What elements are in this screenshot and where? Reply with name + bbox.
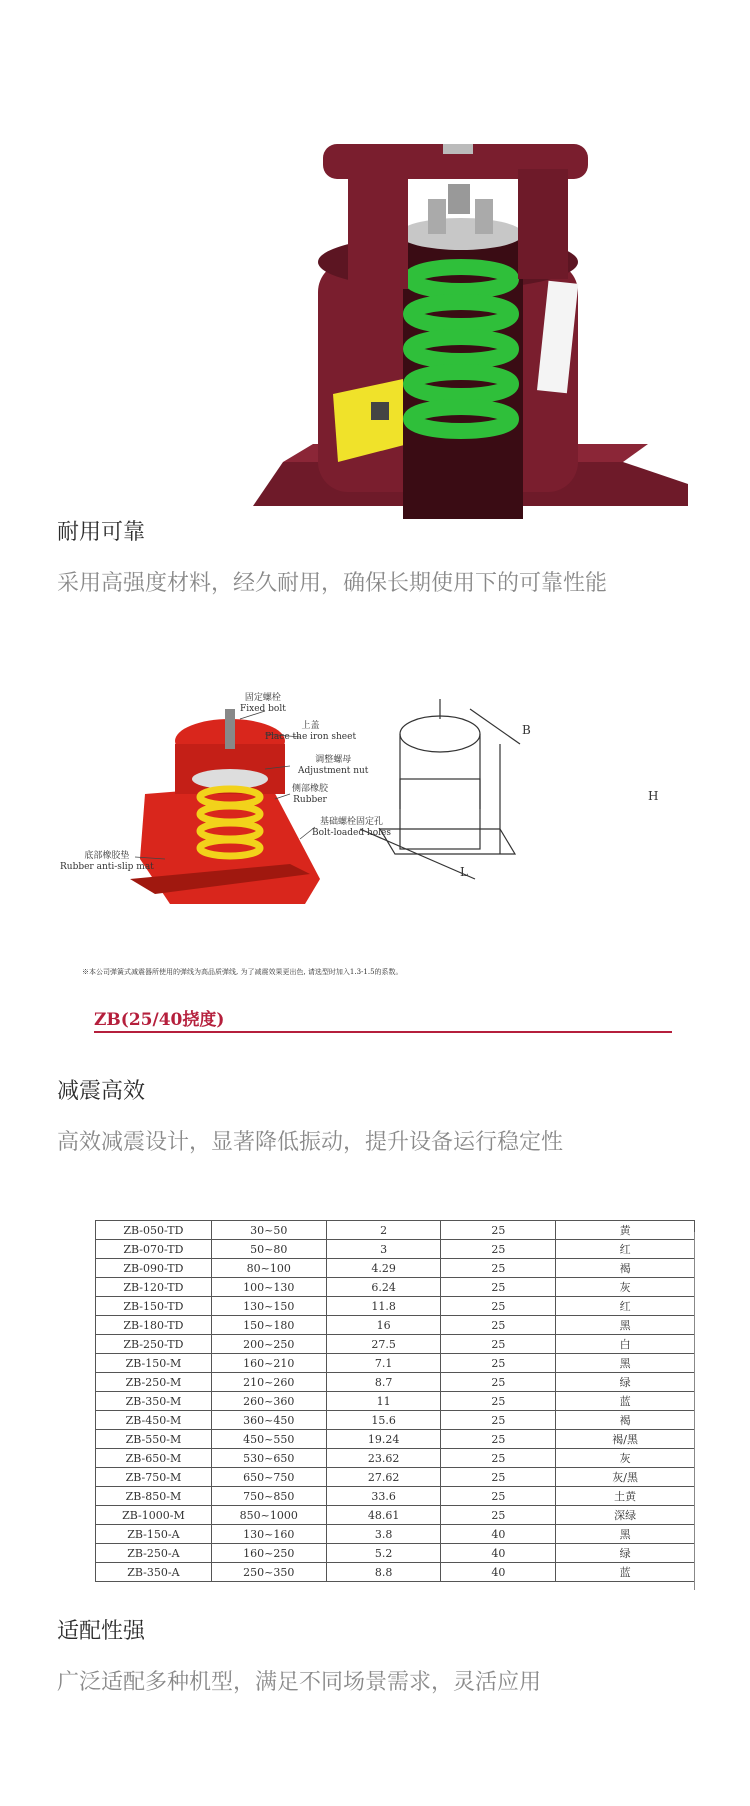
spec-table: [95, 1220, 695, 1582]
table-cell: 绿: [556, 1373, 695, 1392]
table-cell: ZB-550-M: [96, 1430, 212, 1449]
table-cell: 250~350: [211, 1563, 326, 1582]
table-cell: 50~80: [211, 1240, 326, 1259]
table-cell: 25: [441, 1278, 556, 1297]
spring-isolator-illustration: [253, 144, 688, 506]
feature-title: 耐用可靠: [57, 520, 146, 545]
table-row: [96, 1506, 695, 1525]
label-iron-sheet: 上盖 Place the iron sheet: [265, 721, 357, 742]
table-cell: 黑: [556, 1525, 695, 1544]
table-cell: 25: [441, 1506, 556, 1525]
table-cell: 褐: [556, 1411, 695, 1430]
table-cell: 23.62: [326, 1449, 441, 1468]
feature-description: 高效减震设计，显著降低振动，提升设备运行稳定性: [57, 1130, 564, 1155]
table-cell: ZB-180-TD: [96, 1316, 212, 1335]
table-cell: 200~250: [211, 1335, 326, 1354]
table-cell: 土黄: [556, 1487, 695, 1506]
table-cell: 5.2: [326, 1544, 441, 1563]
table-cell: 25: [441, 1316, 556, 1335]
table-cell: ZB-250-M: [96, 1373, 212, 1392]
table-cell: 白: [556, 1335, 695, 1354]
table-cell: 3: [326, 1240, 441, 1259]
table-row: [96, 1316, 695, 1335]
table-cell: ZB-850-M: [96, 1487, 212, 1506]
table-row: [96, 1563, 695, 1582]
table-row: [96, 1240, 695, 1259]
feature-description: 广泛适配多种机型，满足不同场景需求，灵活应用: [57, 1670, 542, 1695]
table-cell: 25: [441, 1392, 556, 1411]
table-cell: ZB-450-M: [96, 1411, 212, 1430]
table-cell: 蓝: [556, 1563, 695, 1582]
table-cell: ZB-150-M: [96, 1354, 212, 1373]
table-cell: ZB-1000-M: [96, 1506, 212, 1525]
table-cell: 80~100: [211, 1259, 326, 1278]
structure-diagram: [60, 689, 688, 1049]
table-row: [96, 1449, 695, 1468]
table-row: [96, 1468, 695, 1487]
table-cell: ZB-120-TD: [96, 1278, 212, 1297]
dimension-l: L: [460, 865, 468, 879]
table-cell: 160~250: [211, 1544, 326, 1563]
table-cell: 530~650: [211, 1449, 326, 1468]
table-cell: 3.8: [326, 1525, 441, 1544]
table-cell: 绿: [556, 1544, 695, 1563]
table-row: [96, 1373, 695, 1392]
table-cell: 25: [441, 1240, 556, 1259]
table-cell: 33.6: [326, 1487, 441, 1506]
table-cell: 25: [441, 1468, 556, 1487]
selection-note: ※本公司弹簧式减震器所使用的弹线为高品质弹线, 为了减震效果更出色, 请选型时加入1.3-1.5的系数。: [82, 968, 403, 976]
table-cell: ZB-250-A: [96, 1544, 212, 1563]
table-cell: ZB-050-TD: [96, 1221, 212, 1240]
table-cell: 2: [326, 1221, 441, 1240]
dimension-h: H: [648, 789, 659, 803]
spec-table-image: [95, 1223, 695, 1590]
table-row: [96, 1297, 695, 1316]
table-row: [96, 1221, 695, 1240]
table-cell: ZB-070-TD: [96, 1240, 212, 1259]
label-fixed-bolt: 固定螺栓 Fixed bolt: [240, 693, 286, 714]
table-cell: 8.7: [326, 1373, 441, 1392]
table-cell: 48.61: [326, 1506, 441, 1525]
table-cell: ZB-750-M: [96, 1468, 212, 1487]
table-cell: ZB-150-A: [96, 1525, 212, 1544]
feature-title: 减震高效: [57, 1079, 146, 1104]
table-cell: 灰: [556, 1449, 695, 1468]
table-edge-line: [694, 1232, 695, 1590]
table-cell: 黑: [556, 1316, 695, 1335]
table-row: [96, 1430, 695, 1449]
table-cell: 450~550: [211, 1430, 326, 1449]
table-cell: 25: [441, 1221, 556, 1240]
feature-title: 适配性强: [57, 1619, 146, 1644]
table-cell: 25: [441, 1430, 556, 1449]
table-row: [96, 1487, 695, 1506]
table-cell: 30~50: [211, 1221, 326, 1240]
table-cell: 160~210: [211, 1354, 326, 1373]
label-rubber: 侧部橡胶 Rubber: [292, 784, 329, 805]
table-cell: 红: [556, 1297, 695, 1316]
table-row: [96, 1354, 695, 1373]
table-cell: 210~260: [211, 1373, 326, 1392]
table-cell: 25: [441, 1487, 556, 1506]
table-row: [96, 1544, 695, 1563]
table-cell: 褐: [556, 1259, 695, 1278]
table-cell: 130~150: [211, 1297, 326, 1316]
table-cell: ZB-350-M: [96, 1392, 212, 1411]
table-cell: 40: [441, 1563, 556, 1582]
table-row: [96, 1411, 695, 1430]
table-cell: ZB-090-TD: [96, 1259, 212, 1278]
table-cell: 黑: [556, 1354, 695, 1373]
table-cell: 25: [441, 1354, 556, 1373]
table-cell: 260~360: [211, 1392, 326, 1411]
table-row: [96, 1278, 695, 1297]
table-cell: 100~130: [211, 1278, 326, 1297]
table-cell: 25: [441, 1335, 556, 1354]
dimension-b: B: [522, 723, 531, 737]
table-cell: 红: [556, 1240, 695, 1259]
table-cell: 灰: [556, 1278, 695, 1297]
label-bolt-holes: 基础螺栓固定孔 Bolt-loaded holes: [312, 817, 391, 838]
table-cell: 16: [326, 1316, 441, 1335]
series-heading: ZB(25/40挠度): [94, 1010, 225, 1030]
table-row: [96, 1525, 695, 1544]
table-cell: 深绿: [556, 1506, 695, 1525]
table-cell: 27.62: [326, 1468, 441, 1487]
table-cell: 130~160: [211, 1525, 326, 1544]
table-row: [96, 1335, 695, 1354]
product-photo-isolator: [253, 144, 688, 506]
label-adjustment-nut: 调整螺母 Adjustment nut: [298, 755, 369, 776]
table-cell: 8.8: [326, 1563, 441, 1582]
table-cell: 褐/黑: [556, 1430, 695, 1449]
table-cell: ZB-650-M: [96, 1449, 212, 1468]
heading-divider: [94, 1031, 672, 1033]
table-cell: 蓝: [556, 1392, 695, 1411]
table-cell: 40: [441, 1544, 556, 1563]
table-cell: ZB-350-A: [96, 1563, 212, 1582]
table-cell: 灰/黑: [556, 1468, 695, 1487]
isolator-exploded-drawing: [60, 689, 688, 1049]
label-bottom-mat: 底部橡胶垫 Rubber anti-slip mat: [60, 851, 154, 872]
table-cell: 25: [441, 1449, 556, 1468]
table-cell: ZB-250-TD: [96, 1335, 212, 1354]
table-cell: ZB-150-TD: [96, 1297, 212, 1316]
table-cell: 650~750: [211, 1468, 326, 1487]
table-cell: 25: [441, 1259, 556, 1278]
table-row: [96, 1259, 695, 1278]
table-cell: 750~850: [211, 1487, 326, 1506]
table-cell: 7.1: [326, 1354, 441, 1373]
table-cell: 360~450: [211, 1411, 326, 1430]
table-cell: 4.29: [326, 1259, 441, 1278]
table-cell: 11.8: [326, 1297, 441, 1316]
feature-description: 采用高强度材料，经久耐用，确保长期使用下的可靠性能: [57, 571, 608, 596]
table-cell: 25: [441, 1297, 556, 1316]
table-cell: 25: [441, 1411, 556, 1430]
table-cell: 19.24: [326, 1430, 441, 1449]
table-cell: 6.24: [326, 1278, 441, 1297]
table-cell: 11: [326, 1392, 441, 1411]
table-cell: 15.6: [326, 1411, 441, 1430]
table-cell: 150~180: [211, 1316, 326, 1335]
table-cell: 27.5: [326, 1335, 441, 1354]
table-cell: 黄: [556, 1221, 695, 1240]
table-cell: 40: [441, 1525, 556, 1544]
table-cell: 850~1000: [211, 1506, 326, 1525]
table-cell: 25: [441, 1373, 556, 1392]
table-row: [96, 1392, 695, 1411]
